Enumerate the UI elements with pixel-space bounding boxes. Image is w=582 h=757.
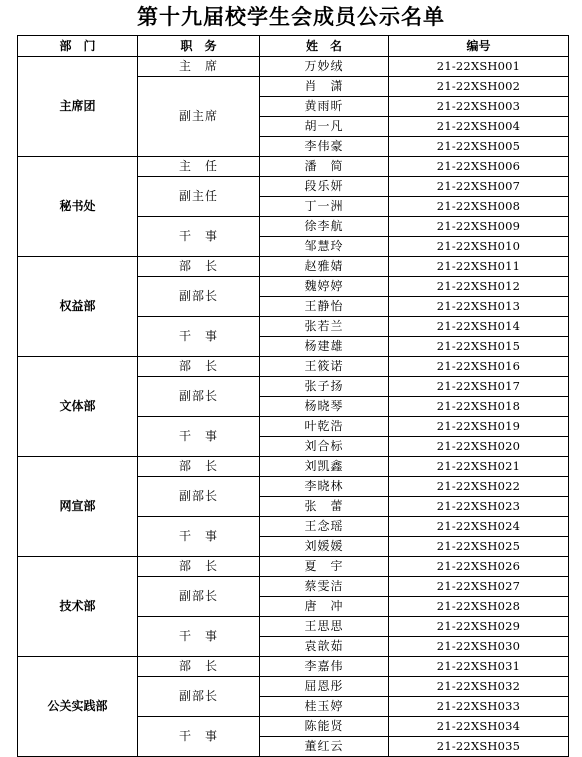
member-name-cell: 李晓林 [260,477,389,497]
table-row [18,457,569,477]
member-code-cell: 21-22XSH028 [389,597,569,617]
position-cell: 副主任 [138,177,260,217]
member-name-cell: 张子扬 [260,377,389,397]
header-department: 部 门 [18,36,138,57]
member-code-cell: 21-22XSH021 [389,457,569,477]
member-code-cell: 21-22XSH023 [389,497,569,517]
member-name-cell: 张若兰 [260,317,389,337]
member-name-cell: 袁歆茹 [260,637,389,657]
member-name-cell: 刘媛媛 [260,537,389,557]
position-cell: 副主席 [138,77,260,157]
member-name-cell: 蔡雯洁 [260,577,389,597]
member-name-cell: 唐 冲 [260,597,389,617]
member-name-cell: 魏婷婷 [260,277,389,297]
roster-table [17,35,569,757]
member-code-cell: 21-22XSH035 [389,737,569,757]
table-row [18,57,569,77]
department-cell: 权益部 [18,257,138,357]
member-code-cell: 21-22XSH007 [389,177,569,197]
position-cell: 干 事 [138,417,260,457]
member-name-cell: 刘合标 [260,437,389,457]
department-cell: 技术部 [18,557,138,657]
member-code-cell: 21-22XSH004 [389,117,569,137]
position-cell: 部 长 [138,457,260,477]
member-code-cell: 21-22XSH018 [389,397,569,417]
member-name-cell: 胡一凡 [260,117,389,137]
member-code-cell: 21-22XSH006 [389,157,569,177]
member-name-cell: 李嘉伟 [260,657,389,677]
member-code-cell: 21-22XSH013 [389,297,569,317]
position-cell: 干 事 [138,717,260,757]
member-code-cell: 21-22XSH001 [389,57,569,77]
department-cell: 秘书处 [18,157,138,257]
member-name-cell: 赵雅婧 [260,257,389,277]
table-row [18,557,569,577]
member-name-cell: 刘凯鑫 [260,457,389,477]
position-cell: 干 事 [138,517,260,557]
member-name-cell: 陈能贤 [260,717,389,737]
member-code-cell: 21-22XSH015 [389,337,569,357]
member-name-cell: 丁一洲 [260,197,389,217]
department-cell: 公关实践部 [18,657,138,757]
member-name-cell: 桂玉婷 [260,697,389,717]
position-cell: 干 事 [138,617,260,657]
member-code-cell: 21-22XSH008 [389,197,569,217]
header-code: 编号 [389,36,569,57]
member-code-cell: 21-22XSH024 [389,517,569,537]
position-cell: 副部长 [138,277,260,317]
table-row [18,157,569,177]
member-code-cell: 21-22XSH005 [389,137,569,157]
position-cell: 干 事 [138,217,260,257]
member-name-cell: 黄雨昕 [260,97,389,117]
member-code-cell: 21-22XSH032 [389,677,569,697]
member-code-cell: 21-22XSH034 [389,717,569,737]
member-code-cell: 21-22XSH029 [389,617,569,637]
member-code-cell: 21-22XSH030 [389,637,569,657]
member-code-cell: 21-22XSH014 [389,317,569,337]
member-code-cell: 21-22XSH019 [389,417,569,437]
position-cell: 副部长 [138,377,260,417]
position-cell: 部 长 [138,357,260,377]
member-name-cell: 肖 潇 [260,77,389,97]
member-code-cell: 21-22XSH017 [389,377,569,397]
header-name: 姓 名 [260,36,389,57]
member-name-cell: 叶乾浩 [260,417,389,437]
member-name-cell: 万妙绒 [260,57,389,77]
member-name-cell: 徐李航 [260,217,389,237]
position-cell: 主 任 [138,157,260,177]
member-name-cell: 李伟豪 [260,137,389,157]
member-code-cell: 21-22XSH010 [389,237,569,257]
member-code-cell: 21-22XSH016 [389,357,569,377]
member-name-cell: 王筱诺 [260,357,389,377]
member-name-cell: 杨晓琴 [260,397,389,417]
position-cell: 副部长 [138,577,260,617]
member-code-cell: 21-22XSH003 [389,97,569,117]
member-name-cell: 夏 宇 [260,557,389,577]
member-name-cell: 邹慧玲 [260,237,389,257]
member-name-cell: 王念瑶 [260,517,389,537]
member-name-cell: 王静怡 [260,297,389,317]
member-code-cell: 21-22XSH031 [389,657,569,677]
department-cell: 主席团 [18,57,138,157]
member-name-cell: 屈恩彤 [260,677,389,697]
member-code-cell: 21-22XSH020 [389,437,569,457]
member-code-cell: 21-22XSH012 [389,277,569,297]
roster-body [18,57,569,757]
member-code-cell: 21-22XSH026 [389,557,569,577]
position-cell: 干 事 [138,317,260,357]
member-code-cell: 21-22XSH033 [389,697,569,717]
member-code-cell: 21-22XSH027 [389,577,569,597]
member-name-cell: 潘 简 [260,157,389,177]
position-cell: 部 长 [138,557,260,577]
page-title: 第十九届校学生会成员公示名单 [137,5,445,29]
table-row [18,357,569,377]
member-code-cell: 21-22XSH011 [389,257,569,277]
member-name-cell: 段乐妍 [260,177,389,197]
position-cell: 副部长 [138,677,260,717]
department-cell: 文体部 [18,357,138,457]
table-row [18,657,569,677]
member-name-cell: 董红云 [260,737,389,757]
member-code-cell: 21-22XSH022 [389,477,569,497]
member-name-cell: 王思思 [260,617,389,637]
position-cell: 部 长 [138,257,260,277]
header-position: 职 务 [138,36,260,57]
position-cell: 部 长 [138,657,260,677]
member-name-cell: 张 蕾 [260,497,389,517]
member-name-cell: 杨建雄 [260,337,389,357]
position-cell: 副部长 [138,477,260,517]
member-code-cell: 21-22XSH009 [389,217,569,237]
table-row [18,257,569,277]
department-cell: 网宣部 [18,457,138,557]
table-header-row [18,36,569,57]
member-code-cell: 21-22XSH025 [389,537,569,557]
position-cell: 主 席 [138,57,260,77]
member-code-cell: 21-22XSH002 [389,77,569,97]
